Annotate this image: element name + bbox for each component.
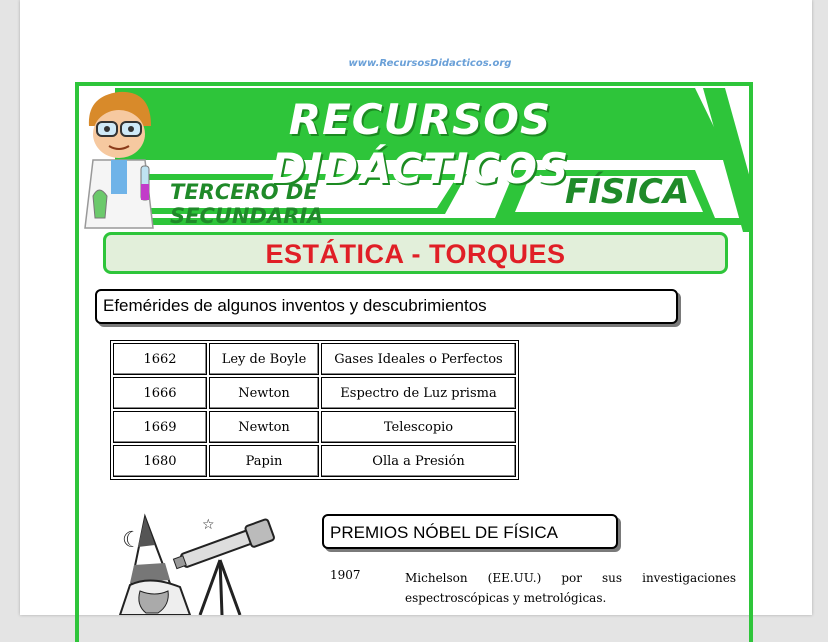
banner-title: RECURSOS DIDÁCTICOS (270, 95, 570, 193)
wizard-telescope-illustration (110, 505, 285, 615)
grade-label: TERCERO DE SECUNDARIA (170, 180, 324, 228)
subject-label: FÍSICA (565, 172, 690, 212)
topic-box (103, 232, 728, 274)
svg-text:☆: ☆ (202, 517, 215, 533)
invention-cell: Espectro de Luz prisma (321, 377, 516, 409)
invention-cell: Gases Ideales o Perfectos (321, 343, 516, 375)
author-cell: Newton (209, 411, 319, 443)
table-row (113, 377, 516, 409)
author-cell: Papin (209, 445, 319, 477)
invention-cell: Telescopio (321, 411, 516, 443)
site-url: www.RecursosDidacticos.org (348, 58, 512, 69)
nobel-description: Michelson (EE.UU.) por sus investigaciones espectroscópicas y metrológicas. (405, 571, 736, 605)
topic-title: ESTÁTICA - TORQUES (265, 239, 566, 269)
year-cell: 1669 (113, 411, 207, 443)
nobel-heading: PREMIOS NÓBEL DE FÍSICA (322, 514, 618, 549)
table-row (113, 343, 516, 375)
author-cell: Newton (209, 377, 319, 409)
invention-cell: Olla a Presión (321, 445, 516, 477)
year-cell: 1680 (113, 445, 207, 477)
year-cell: 1666 (113, 377, 207, 409)
table-row (113, 411, 516, 443)
author-cell: Ley de Boyle (209, 343, 319, 375)
inventions-table (110, 340, 519, 480)
scientist-illustration (85, 92, 153, 228)
efemerides-heading: Efemérides de algunos inventos y descubrimientos (95, 289, 678, 324)
table-row (113, 445, 516, 477)
year-cell: 1662 (113, 343, 207, 375)
nobel-year: 1907 (330, 568, 361, 582)
svg-text:☾: ☾ (122, 528, 142, 553)
